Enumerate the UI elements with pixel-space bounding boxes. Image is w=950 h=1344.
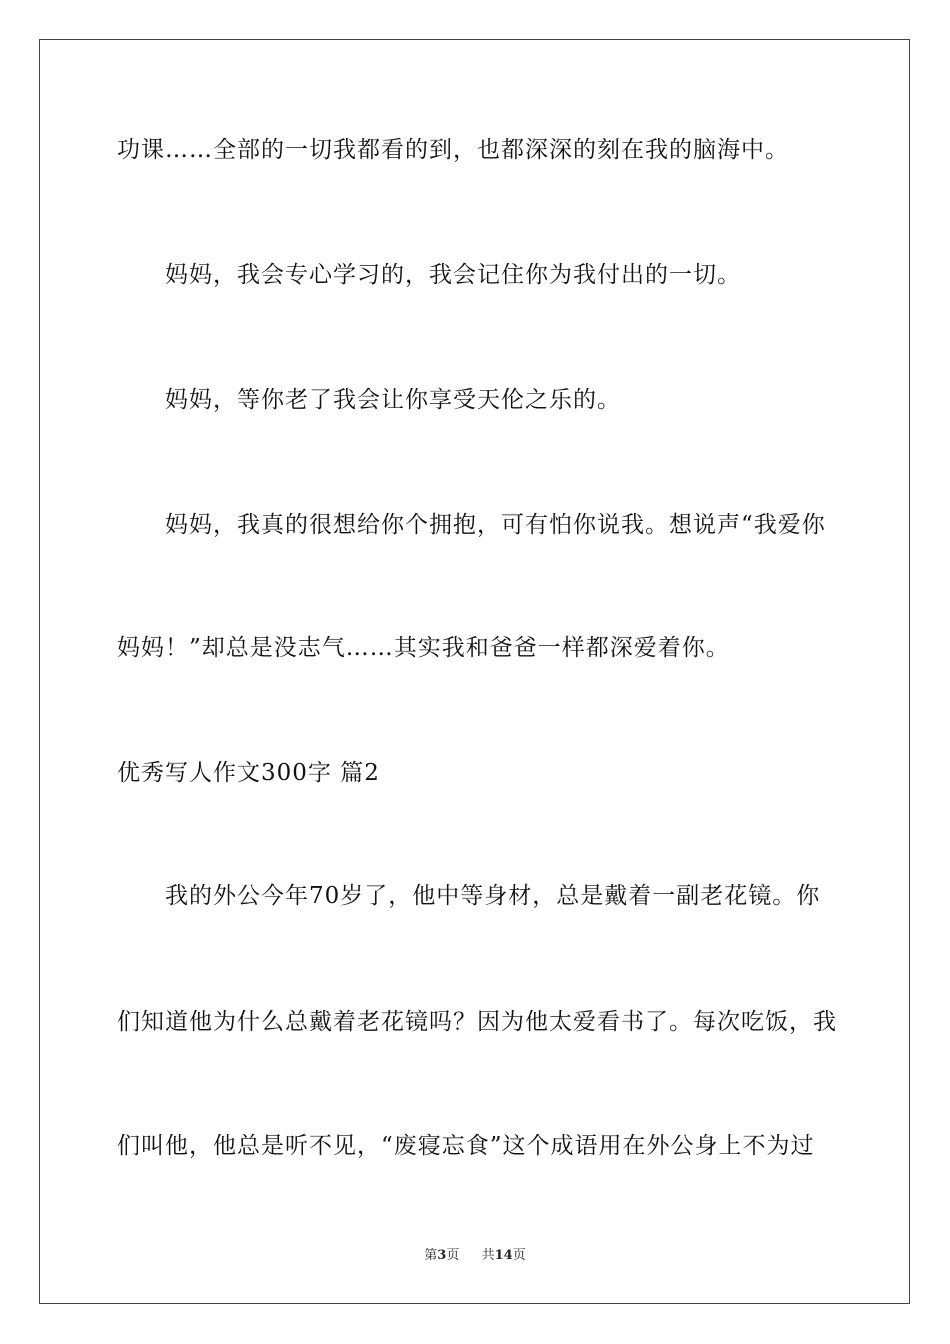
page-suffix: 页 [446, 1248, 460, 1263]
total-suffix: 页 [512, 1248, 526, 1263]
page-frame [39, 39, 910, 1304]
section-heading: 优秀写人作文300字 篇2 [117, 760, 380, 786]
page-prefix: 第 [424, 1248, 438, 1263]
page-footer [0, 1246, 950, 1266]
paragraph-line: 们叫他，他总是听不见，“废寝忘食”这个成语用在外公身上不为过 [117, 1133, 815, 1159]
paragraph-line: 妈妈，我会专心学习的，我会记住你为我付出的一切。 [165, 262, 741, 288]
total-prefix: 共 [481, 1248, 495, 1263]
paragraph-line: 们知道他为什么总戴着老花镜吗？因为他太爱看书了。每次吃饭，我 [117, 1009, 837, 1035]
paragraph-line: 妈妈！”却总是没志气……其实我和爸爸一样都深爱着你。 [117, 635, 730, 661]
paragraph-line: 妈妈，等你老了我会让你享受天伦之乐的。 [165, 387, 621, 413]
total-pages: 14 [494, 1248, 513, 1263]
paragraph-line: 我的外公今年70岁了，他中等身材，总是戴着一副老花镜。你 [165, 883, 821, 909]
paragraph-line: 妈妈，我真的很想给你个拥抱，可有怕你说我。想说声“我爱你 [165, 512, 826, 538]
page-number: 3 [437, 1248, 447, 1263]
paragraph-line: 功课……全部的一切我都看的到，也都深深的刻在我的脑海中。 [117, 137, 789, 163]
